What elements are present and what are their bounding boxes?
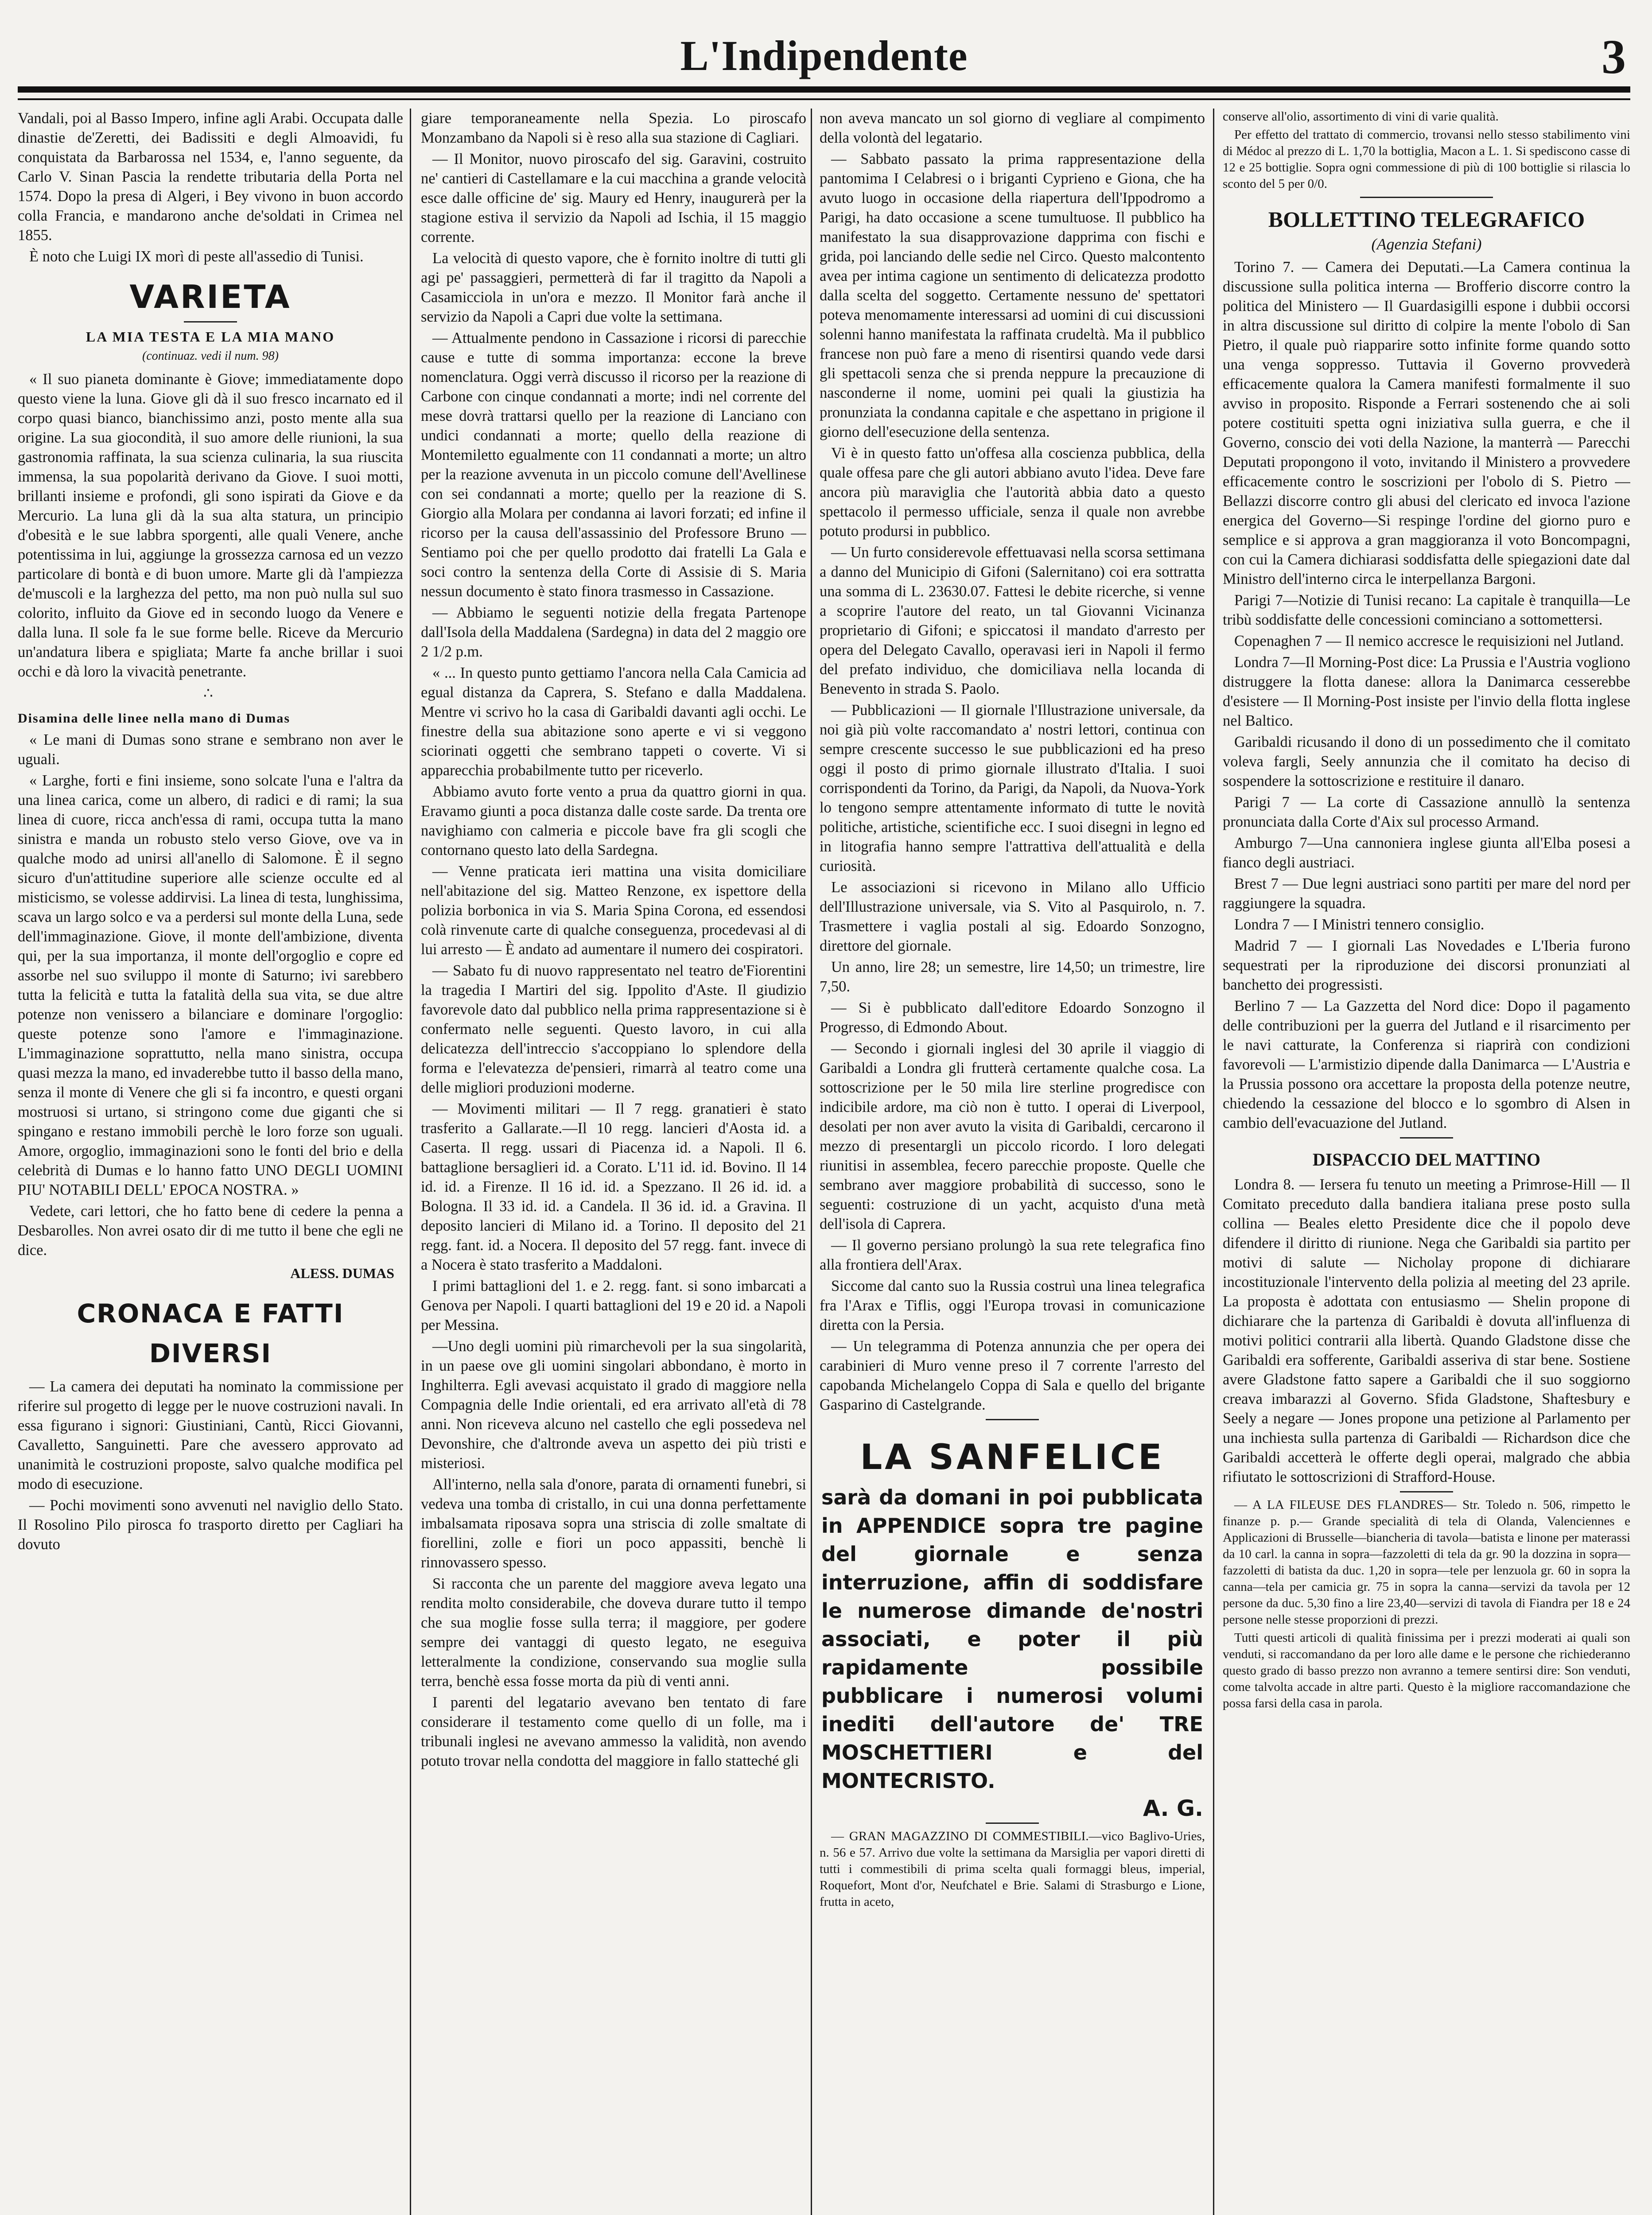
paragraph: Copenaghen 7 — Il nemico accresce le requisizioni nel Jutland. [1234,633,1624,649]
paragraph: La velocità di questo vapore, che è fornito inoltre di tutti gli agi pe' passaggieri, permetterà di far il tragitto da Napoli a Casamicciola in un'ora e mezzo. Il Monitor farà anche il servizio da Napoli a Capri due volte la settimana. [421,250,806,325]
paragraph: Londra 7—Il Morning-Post dice: La Prussia e l'Austria vogliono distruggere la flotta danese: allora la Danimarca cesserebbe d'esistere — Il Morning-Post insiste per l'invio della flotta inglese nel Baltico. [1223,654,1630,729]
section-heading-cronaca: CRONACA E FATTI DIVERSI [77,1298,344,1368]
article-subtitle: (continuaz. vedi il num. 98) [142,349,279,363]
paragraph: Parigi 7 — La corte di Cassazione annullò la sentenza pronunciata dalla Corte d'Aix sul processo Armand. [1223,794,1630,830]
paragraph: Brest 7 — Due legni austriaci sono partiti per mare del nord per raggiungere la squadra. [1223,875,1630,912]
column-3 [820,109,1205,2215]
divider [184,321,237,323]
masthead-rule [18,86,1630,93]
paragraph: — Venne praticata ieri mattina una visita domiciliare nell'abitazione del sig. Matteo Renzone, ex ispettore della polizia borbonica in via S. Maria Spina Corona, ed essendosi colà rinvenute carte di qualche conseguenza, procedevasi al di lui arresto — È andato ad aumentare il numero dei cospiratori. [421,863,806,958]
paragraph: — Un telegramma di Potenza annunzia che per opera dei carabinieri di Muro venne preso il 7 corrente l'arresto del capobanda Michelangelo Coppa di Sala e quello del brigante Gasparino di Castelgrande. [820,1338,1205,1413]
column-2 [421,109,806,2215]
masthead [18,27,1630,84]
page-number: 3 [1601,30,1626,84]
paragraph: Parigi 7—Notizie di Tunisi recano: La capitale è tranquilla—Le tribù soddisfatte delle concessioni cominciano a sottomettersi. [1223,592,1630,628]
paragraph: Madrid 7 — I giornali Las Novedades e L'Iberia furono sequestrati per la riproduzione dei discorsi pronunziati al banchetto dei progressisti. [1223,937,1630,993]
advertisement: — A LA FILEUSE DES FLANDRES— Str. Toledo n. 506, rimpetto le finanze p. p.— Grande specialità di tela di Olanda, Valenciennes e Applicazioni di Brusselle—biancheria di tavola—batista e linone per materassi da 10 carl. la canna in sopra—fazzoletti di tela da gr. 90 la dozzina in sopra—fazzoletti di batista da duc. 1,20 in sopra—tele per lenzuola gr. 60 in sopra la canna—tela per camicia gr. 75 in sopra la canna—servizi da tavola per 12 persone da duc. 5,30 fino a lire 23,40—servizi di tavola di Fiandra per 18 e 24 persone nelle stesse proporzioni di prezzi. [1223,1498,1630,1627]
divider [1400,1491,1453,1492]
section-subheading: (Agenzia Stefani) [1371,235,1482,253]
paragraph: Si racconta che un parente del maggiore aveva legato una rendita molto considerabile, che doveva durare tutto il tempo che sua moglie fosse sulla terra; il maggiore, per godere sempre dei vantaggi di questo legato, ne eseguiva letteralmente la condizione, conservando sua moglie sulla terra, benchè essa fosse morta da più di venti anni. [421,1575,806,1690]
paragraph: Torino 7. — Camera dei Deputati.—La Camera continua la discussione sulla politica interna — Brofferio discorre contro la politica del Ministero — Il Guardasigilli espone i dubbii occorsi in altra discussione sul diritto di colpire la mente l'obolo di San Pietro, il quale può riapparire sotto infinite forme quando sotto una venga soppresso. Tuttavia il Governo provvederà efficacemente qualora la Camera manifesti formalmente il suo avviso in proposito. Risponde a Ferrari sostenendo che ai soli potere costituiti spetta ogni iniziativa sulla guerra, e che il Governo, conscio dei voti della Nazione, la manterrà — Parecchi Deputati propongono il voto, invitando il Ministero a provvedere efficacemente contro le soscrizioni per l'obolo di S. Pietro — Bellazzi discorre contro gli abusi del clericato ed invoca l'azione energica del Governo—Si respinge l'ordine del giorno puro e semplice e si approva a gran maggioranza il voto Boncompagni, con cui la Camera dichiarasi soddisfatta delle spiegazioni date dal Ministro dell'interno circa le interpellanza Bargoni. [1223,259,1630,587]
paragraph: Abbiamo avuto forte vento a prua da quattro giorni in qua. Eravamo giunti a poca distanza dalle coste sarde. Da trenta ore navighiamo con calmeria e piccole bave fra gli scogli che contornano questo lato della Sardegna. [421,783,806,859]
paragraph: — La camera dei deputati ha nominato la commissione per riferire sul progetto di legge per le nuove costruzioni navali. In essa figurano i signori: Giustiniani, Cantù, Ricci Giovanni, Cavalletto, Sanguinetti. Pare che avessero approvato ad unanimità le costruzioni proposte, salvo qualche modifica pel modo di esecuzione. [18,1378,403,1492]
column-divider [1213,109,1214,2215]
paragraph: — Pubblicazioni — Il giornale l'Illustrazione universale, da noi già più volte raccomandato a' nostri lettori, continua con sempre crescente successo le sue pubblicazioni ed ha preso oggi il posto di primo giornale illustrato d'Italia. I suoi corrispondenti da Torino, da Parigi, da Napoli, da Nuova-York lo tengono sempre attentamente informato di tutte le novità politiche, artistiche, scientifiche ecc. I suoi disegni in legno ed in litografia hanno sempre l'attrattiva dell'attualità e della curiosità. [820,702,1205,874]
masthead-rule-thin [18,98,1630,100]
paragraph: Londra 7 — I Ministri tennero consiglio. [1234,916,1485,933]
section-heading-bollettino: BOLLETTINO TELEGRAFICO [1268,207,1585,232]
advertisement: conserve all'olio, assortimento di vini di varie qualità. [1223,109,1499,124]
paragraph: — Un furto considerevole effettuavasi nella scorsa settimana a danno del Municipio di Gifoni (Salernitano) coi era sottratta una somma di L. 23630.07. Fattesi le debite ricerche, si venne a scoprire l'autore del reato, un tal Giovanni Vicinanza proprietario di Gifoni; e spiccatosi il mandato d'arresto per opera del Delegato Cavallo, operavasi ieri in Napoli il fermo del prefato individuo, che domiciliava nella locanda di Benevento in strada S. Paolo. [820,544,1205,697]
paragraph: « Le mani di Dumas sono strane e sembrano non aver le uguali. [18,731,403,768]
paragraph: Le associazioni si ricevono in Milano allo Ufficio dell'Illustrazione universale, via S. Vito al Pasquirolo, n. 7. Trasmettere i vaglia postali al sig. Edoardo Sonzogno, direttore del giornale. [820,879,1205,954]
column-divider [410,109,411,2215]
announcement-text: sarà da domani in poi pubblicata in APPENDICE sopra tre pagine del giornale e senza interruzione, affin di soddisfare le numerose dimande de'nostri associati, e poter il più rapidamente possibile pubblicare i numerosi volumi inediti dell'autore de' TRE MOSCHETTIERI e del MONTECRISTO. [821,1485,1203,1793]
paragraph: —Uno degli uomini più rimarchevoli per la sua singolarità, in un paese ove gli uomini singolari abbondano, è morto in Inghilterra. Egli avevasi acquistato il grado di maggiore nella Compagnia delle Indie orientali, ed era arrivato all'età di 78 anni. Non riceveva alcuno nel castello che egli possedeva nel Devonshire, che d'altronde aveva un aspetto dei più tristi e misteriosi. [421,1338,806,1472]
sanfelice-announcement [821,1436,1203,1821]
paragraph: Berlino 7 — La Gazzetta del Nord dice: Dopo il pagamento delle contribuzioni per la guerra del Jutland e il risarcimento per le navi catturate, la Conferenza si riaprirà con condizioni favorevoli — L'armistizio dipende dalla Danimarca — L'Austria e la Prussia possono ora accettare la proposta della potenze neutre, chiedendo la cessazione del blocco e lo sgombro di Alsen in cambio dell'evacuazione del Jutland. [1223,998,1630,1131]
paragraph: Garibaldi ricusando il dono di un possedimento che il comitato voleva fargli, Seely annunzia che il comitato ha deciso di sospendere la sottoscrizione e restituire il danaro. [1223,734,1630,789]
paragraph: — Il governo persiano prolungò la sua rete telegrafica fino alla frontiera dell'Arax. [820,1237,1205,1273]
section-heading-dispaccio: DISPACCIO DEL MATTINO [1312,1150,1541,1170]
column-1 [18,109,403,2215]
announcement-signature: A. G. [1143,1795,1203,1821]
divider [1360,197,1493,198]
section-heading-varieta: VARIETA [129,278,292,315]
paragraph: Siccome dal canto suo la Russia costruì una linea telegrafica fra l'Arax e Tiflis, oggi l'Europa trovasi in comunicazione diretta con la Persia. [820,1278,1205,1333]
paragraph: Vi è in questo fatto un'offesa alla coscienza pubblica, della quale offesa pare che gli autori abbiano avuto l'idea. Deve fare ancora più maraviglia che l'autorità abbia dato a questo spettacolo il permesso ufficiale, senza il quale non avrebbe potuto prodursi in pubblico. [820,445,1205,540]
signature: ALESS. DUMAS [290,1265,394,1281]
paragraph: « Larghe, forti e fini insieme, sono solcate l'una e l'altra da una linea carica, come un albero, di radici e di rami; la sua linea di cuore, ricca anch'essa di rami, occupa tutta la mano sinistra e manda un robusto stelo verso Giove, ove va in qualche modo ad unirsi all'anello di Salomone. È il segno sicuro d'un'attitudine superiore alle scienze occulte ed al misticismo, se volesse addirvisi. La linea di testa, lunghissima, scava un largo solco e va a perdersi sul monte della Luna, sede dell'immaginazione. Giove, il monte dell'ambizione, diventa qui, per la sua importanza, il monte dell'orgoglio e copre ed assorbe nel suo sviluppo il monte di Saturno; ivi sarebbero tutta la felicità e tutta la fatalità della sua vita, se due altre potenze non venissero a bilanciare e dominare l'orgoglio: queste potenze sono l'amore e l'immaginazione. L'immaginazione soprattutto, nella mano sinistra, occupa quasi mezza la mano, ed invaderebbe tutto il basso della mano, senza il monte di Venere che gli si fa incontro, e questi organi mostruosi si urtano, si stringono come due giganti che si spingano e restano immobili perchè le loro forze son uguali. Amore, orgoglio, immaginazioni sono le fonti del brio e della celebrità di Dumas e lo hanno fatto UNO DEGLI UOMINI PIU' NOTABILI DELL' EPOCA NOSTRA. » [18,772,403,1198]
paragraph: — Secondo i giornali inglesi del 30 aprile il viaggio di Garibaldi a Londra gli frutterà certamente qualche cosa. La sottoscrizione per le 50 mila lire sterline progredisce con indicibile ardore, ma ciò non è tutto. I operai di Liverpool, desolati per non aver avuto la visita di Garibaldi, cercarono il mezzo di presentargli un piccolo ricordo. I loro delegati riunitisi in assemblea, fecero parecchie proposte. Quelle che sembrano aver maggiore probabilità di successo, sono le seguenti: costruzione di un yacht, acquisto d'una metà dell'isola di Caprera. [820,1040,1205,1232]
paragraph: — Attualmente pendono in Cassazione i ricorsi di parecchie cause e tutte di somma importanza: eccone la breve nomenclatura. Oggi verrà discusso il ricorso per la reazione di Carbone con cinque condannati a morte; indi nel corrente del mese dovrà trattarsi quello per la reazione di Lanciano con undici condannati a morte; quello della reazione di Montemiletto egualmente con 11 condannati a morte; un altro per la reazione avvenuta in un piccolo comune dell'Avellinese con sei condannati a morte; quello per la reazione di S. Giorgio alla Molara per condanna ai lavori forzati; ed infine il ricorso per la causa dell'assassinio del Professore Bruno — Sentiamo poi che per quello prodotto dai fratelli La Gala e soci contro la sentenza della Corte di Assisie di S. Maria nessun documento è stato finora trasmesso in Cassazione. [421,330,806,600]
paragraph: giare temporaneamente nella Spezia. Lo piroscafo Monzambano da Napoli si è reso alla sua stazione di Cagliari. [421,110,806,146]
announcement-title: LA SANFELICE [860,1438,1165,1477]
advertisement: Tutti questi articoli di qualità finissima per i prezzi moderati ai quali son venduti, si raccomandano da per loro alle dame e le persone che richiederanno questo grado di basso prezzo non avranno a temere sentirsi dire: Son venduti, come talvolta accade in altre parti. Questo è la migliore raccomandazione che possa farsi della casa in parola. [1223,1631,1630,1710]
newspaper-title: L'Indipendente [680,32,968,79]
paragraph: — Pochi movimenti sono avvenuti nel naviglio dello Stato. Il Rosolino Pilo pirosca fo trasporto diretto per Cagliari ha dovuto [18,1497,403,1553]
paragraph: All'interno, nella sala d'onore, parata di ornamenti funebri, si vedeva una tomba di cristallo, in cui una donna perfettamente imbalsamata riposava sopra una striscia di zolle smaltate di fiorellini, zolle e fiori un poco appassiti, benchè li rinnovassero spesso. [421,1476,806,1571]
paragraph: « ... In questo punto gettiamo l'ancora nella Cala Camicia ad egual distanza da Caprera, S. Stefano e dalla Maddalena. Mentre vi scrivo ho la casa di Garibaldi davanti agli occhi. Le finestre della sua abitazione sono aperte e vi si veggono sciorinati oggetti che sembrano tappeti o coverte. Vi si apparecchia probabilmente tutto per riceverlo. [421,664,806,779]
paragraph: Londra 8. — Iersera fu tenuto un meeting a Primrose-Hill — Il Comitato preceduto dalla bandiera italiana prese posto sulla collina — Beales eletto Presidente dice che il popolo deve difendere il diritto di riunione. Nega che Garibaldi sia partito per motivi di salute — Nicholay propone di dichiarare incostituzionale l'intervento della polizia al meeting del 23 aprile. La proposta è adottata con entusiasmo — Shelin propone di dichiarare che la partenza di Garibaldi è dovuta all'influenza di motivi politici contrarii alla libertà. Quando Gladstone disse che Garibaldi era sofferente, Garibaldi asseriva di star bene. Sostiene avere Gladstone fatto sapere a Garibaldi che il suo soggiorno creava imbarazzi al Governo. Sfida Gladstone, Shaftesbury e Seely a negare — Jones propone una petizione al Parlamento per una inchiesta sulla partenza di Garibaldi — Richardson dice che Garibaldi accetterà le offerte degli operai, malgrado che abbia rifiutato le sottoscrizioni di Strafford-House. [1223,1176,1630,1485]
paragraph: Vedete, cari lettori, che ho fatto bene di cedere la penna a Desbarolles. Non avrei osato dir di me tutto il bene che egli ne dice. [18,1203,403,1259]
paragraph: Amburgo 7—Una cannoniera inglese giunta all'Elba posesi a fianco degli austriaci. [1223,835,1630,871]
advertisement: Per effetto del trattato di commercio, trovansi nello stesso stabilimento vini di Médoc al prezzo di L. 1,70 la bottiglia, Macon a L. 1. Si spediscono casse di 12 e 25 bottiglie. Sopra ogni commessione di più di 100 bottiglie si rilascia lo sconto del 5 per 0/0. [1223,128,1630,191]
divider [986,1823,1039,1824]
paragraph: I parenti del legatario avevano ben tentato di fare considerare il testamento come quello di un folle, ma i tribunali inglesi ne avevano ammesso la validità, non avendo potuto trovar nella condotta del maggiore in fallo statteché gli [421,1694,806,1769]
section-caption: Disamina delle linee nella mano di Dumas [18,711,291,726]
separator-stars: ∴ [203,685,218,702]
paragraph: non aveva mancato un sol giorno di vegliare al compimento della volontà del legatario. [820,110,1205,146]
column-divider [811,109,812,2215]
divider [1400,1137,1453,1139]
article-title: LA MIA TESTA E LA MIA MANO [86,329,335,345]
paragraph: — Si è pubblicato dall'editore Edoardo Sonzogno il Progresso, di Edmondo About. [820,999,1205,1036]
paragraph: Vandali, poi al Basso Impero, infine agli Arabi. Occupata dalle dinastie de'Zeretti, dei Badissiti e degli Almoavidi, fu conquistata da Barbarossa nel 1534, e, l'anno seguente, da Carlo V. Sinan Pascia la rendette tributaria della Porta nel 1574. Dopo la presa di Algeri, i Bey vivono in buon accordo colla Francia, e mandarono anche de'soldati in Crimea nel 1855. [18,110,403,244]
paragraph: — Movimenti militari — Il 7 regg. granatieri è stato trasferito a Gallarate.—Il 10 regg. lancieri d'Aosta id. a Caserta. Il regg. ussari di Piacenza id. a Napoli. Il 6. battaglione bersaglieri id. a Corato. L'11 id. id. Bovino. Il 14 id. id. a Firenze. Il 16 id. id. a Spezzano. Il 26 id. id. a Bologna. Il 33 id. id. a Candela. Il 36 id. id. a Gravina. Il deposito lancieri di Milano id. a Torino. Il deposito del 21 regg. fant. id. a Nocera. Il deposito del 57 regg. fant. invece di a Nocera è stato trasferito a Maddaloni. [421,1100,806,1273]
divider [986,1419,1039,1420]
paragraph: È noto che Luigi IX morì di peste all'assedio di Tunisi. [29,248,364,265]
paragraph: — Il Monitor, nuovo piroscafo del sig. Garavini, costruito ne' cantieri di Castellamare e la cui macchina a grande velocità esce dalle officine de' sig. Maury ed Henry, inaugurerà per la stagione estiva il servizio da Napoli ad Ischia, il 15 maggio corrente. [421,151,806,245]
paragraph: « Il suo pianeta dominante è Giove; immediatamente dopo questo viene la luna. Giove gli dà il suo fresco incarnato ed il corpo quasi bianco, bianchissimo anzi, posto mente alla sua origine. La sua giocondità, il suo amore delle riunioni, la sua gastronomia raffinata, la sua scienza culinaria, la sua riuscita immensa, la sua popolarità derivano da Giove. I suoi motti, brillanti insieme e profondi, gli sono ispirati da Giove e da Mercurio. La luna gli dà la sua alta statura, un principio d'obesità e le sue labbra sporgenti, alle quali Venere, anche potentissima in lui, aggiunge la grossezza carnosa ed un vezzo particolare di bontà e di buon umore. Marte gli dà l'ampiezza de'muscoli e la larghezza del petto, ma non può nulla sul suo colorito, influito da Giove ed in secondo luogo da Venere e dalla luna. Il sole fa le sue forme belle. Riceve da Mercurio un'andatura libera e spigliata; Marte fa anche brillar i suoi occhi e dà loro la vivacità penetrante. [18,371,403,680]
paragraph: — Sabbato passato la prima rappresentazione della pantomima I Celabresi o i briganti Cyprieno e Giona, che ha avuto luogo in occasione della riapertura dell'Ippodromo a Parigi, ha dato occasione a scene tumultuose. Il pubblico ha manifestato la sua disapprovazione dapprima con fischi e grida, poi lanciando delle sedie nel Circo. Questo malcontento avea per intima cagione un sentimento di delicatezza prodotto dalla scelta del soggetto. Certamente nessuno de' spettatori poteva menomamente interessarsi ad uomini di cui discussioni solenni hanno manifestata la raffinata crudeltà. Ma il pubblico francese non può fare a meno di risentirsi quando vede darsi gli spettacoli senza che si prenda neppure la precauzione di nasconderne il nome, uomini pei quali la giustizia ha pronunziata la condanna capitale e che aspettano in prigione il giorno dell'esecuzione della sentenza. [820,151,1205,440]
paragraph: — Abbiamo le seguenti notizie della fregata Partenope dall'Isola della Maddalena (Sardegna) in data del 2 maggio ore 2 1/2 p.m. [421,604,806,660]
paragraph: I primi battaglioni del 1. e 2. regg. fant. si sono imbarcati a Genova per Napoli. I quarti battaglioni del 19 e 20 id. a Napoli per Messina. [421,1278,806,1333]
advertisement: — GRAN MAGAZZINO DI COMMESTIBILI.—vico Baglivo-Uries, n. 56 e 57. Arrivo due volte la settimana da Marsiglia per vapori diretti di tutti i commestibili di prima scelta quali formaggi bleus, imperial, Roquefort, Mont d'or, Neufchatel e Brie. Salami di Strasburgo e Lione, frutta in aceto, [820,1829,1205,1909]
paragraph: Un anno, lire 28; un semestre, lire 14,50; un trimestre, lire 7,50. [820,959,1205,995]
paragraph: — Sabato fu di nuovo rappresentato nel teatro de'Fiorentini la tragedia I Martiri del sig. Ippolito d'Aste. Il giudizio favorevole dato dal pubblico nella prima rappresentazione si è confermato nelle seguenti. Questo lavoro, in cui alla delicatezza dell'intreccio s'accoppiano lo splendore della forma e l'elevatezza de'pensieri, rimarrà al teatro come una delle migliori produzioni moderne. [421,962,806,1096]
column-4 [1223,109,1630,2215]
